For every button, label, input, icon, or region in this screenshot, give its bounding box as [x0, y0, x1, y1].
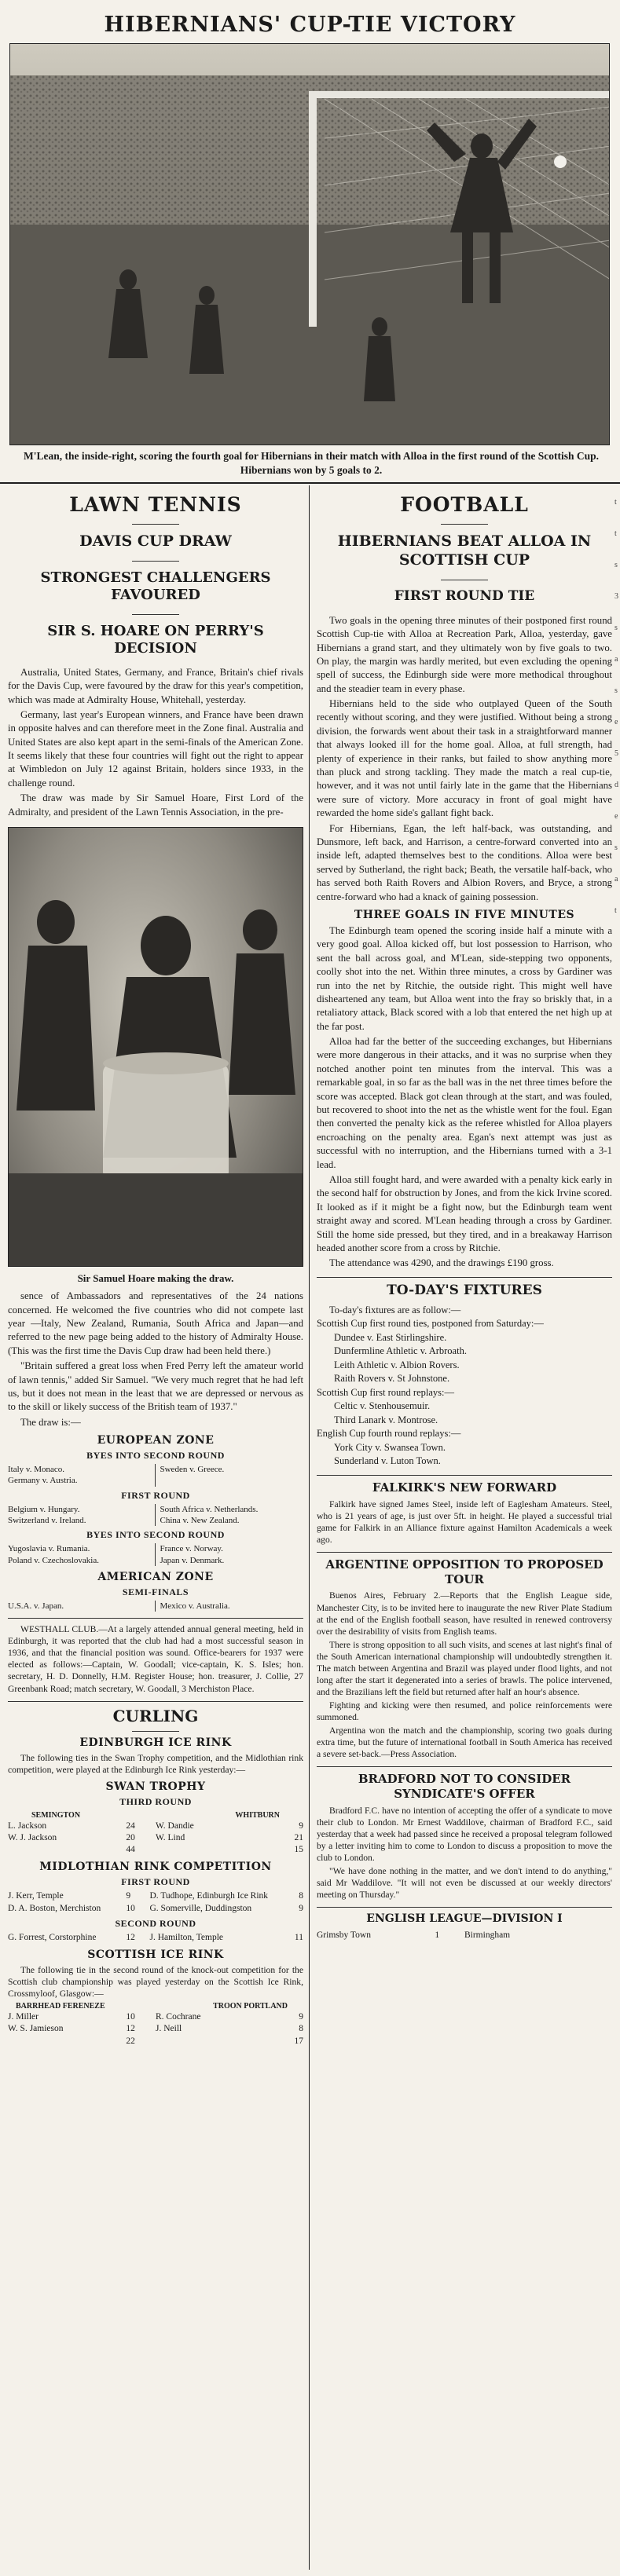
lawn-tennis-heading: LAWN TENNIS [69, 493, 242, 516]
edinburgh-ice-rink-heading: EDINBURGH ICE RINK [79, 1736, 232, 1749]
scottish-intro: The following tie in the second round of the knock-out competition for the Scottish club championship was played yesterday on the Scottish Ice Rink, Crossmyloof, Glasgow:— [8, 1964, 303, 2000]
three-goals-heading: THREE GOALS IN FIVE MINUTES [354, 908, 575, 921]
divider [317, 1766, 612, 1767]
midlothian-heading: MIDLOTHIAN RINK COMPETITION [39, 1861, 272, 1874]
divider [132, 524, 179, 525]
paragraph: Two goals in the opening three minutes of their postponed first round Scottish Cup-tie with Alloa at Recreation Park, Alloa, yesterday, gave Hibernians a grand start, and they ultimately won by five goals to two. On play, the margin was hardly merited, but even excluding the opening spell of success, the Edinburgh side were more methodical throughout and the steadier team in every phase. [317, 614, 612, 694]
club-name: BARRHEAD FERENEZE [16, 2002, 105, 2011]
falkirk-heading: FALKIRK'S NEW FORWARD [372, 1480, 557, 1495]
draw-entry: France v. Norway. [160, 1544, 223, 1554]
result-row: D. A. Boston, Merchiston 10 G. Somerville, Duddingston 9 [8, 1903, 303, 1913]
second-round-heading: SECOND ROUND [115, 1917, 196, 1929]
result-row: G. Forrest, Corstorphine 12 J. Hamilton, Temple 11 [8, 1932, 303, 1942]
column-divider [309, 485, 310, 2570]
divider [441, 524, 488, 525]
paragraph: Buenos Aires, February 2.—Reports that the English League side, Manchester City, is to be invited here to inaugurate the new River Plate Stadium at the end of the English football season, have resulted in renewed controversy over the desirability of visits from English teams. [317, 1590, 612, 1637]
paragraph: sence of Ambassadors and representatives of the 24 nations concerned. He welcomed the five countries who did not compete last year —Italy, New Zealand, Rumania, South Africa and Japan—and referred to the new page being added to the history of Admiralty House. (This was the first time the Davis Cup draw had been held there.) [8, 1290, 303, 1356]
draw-entry: Yugoslavia v. Rumania. [8, 1544, 90, 1554]
paragraph: The draw was made by Sir Samuel Hoare, First Lord of the Admiralty, and president of the Lawn Tennis Association, in the pre- [8, 792, 303, 818]
byes-heading: BYES INTO SECOND ROUND [86, 1529, 225, 1541]
result-row: Grimsby Town 1 Birmingham [317, 1930, 511, 1940]
paragraph: Australia, United States, Germany, and France, Britain's chief rivals for the Davis Cup, were favoured by the draw for this year's competition, which was made at Admiralty House, Whitehall, yesterday. [8, 666, 303, 705]
scottish-ice-rink-heading: SCOTTISH ICE RINK [87, 1948, 224, 1961]
argentine-heading: ARGENTINE OPPOSITION TO PROPOSED TOUR [325, 1557, 603, 1586]
paragraph: There is strong opposition to all such visits, and scenes at last night's final of the South American international championship will undoubtedly strengthen it. The match between Argentina and Brazil was played under flood lights, and not long after the start it degenerated into a series of brawls. The police intervened, and the Brazilians left the field but returned after half an hour's absence. [317, 1639, 612, 1697]
fixture: Sunderland v. Luton Town. [334, 1455, 441, 1467]
hibernians-heading: HIBERNIANS BEAT ALLOA IN SCOTTISH CUP [337, 532, 592, 569]
hoare-heading: SIR S. HOARE ON PERRY'S DECISION [47, 622, 264, 657]
fixtures-lead: Scottish Cup first round replays:— [317, 1386, 454, 1398]
photo-illustration [9, 828, 303, 1266]
divider [132, 1731, 179, 1732]
football-heading: FOOTBALL [400, 493, 529, 516]
paragraph: "Britain suffered a great loss when Fred Perry left the amateur world of lawn tennis," added Sir Samuel. "We very much regret that he had left us, but it does not mean in the least that we are depressed or nervous as to the skill or likely success of the British team of 1937." [8, 1360, 303, 1413]
third-round-heading: THIRD ROUND [119, 1795, 192, 1807]
paragraph: The draw is:— [20, 1416, 81, 1428]
semi-finals-heading: SEMI-FINALS [122, 1586, 189, 1597]
paragraph: Bradford F.C. have no intention of accepting the offer of a syndicate to move their club to London. Mr Ernest Waddilove, chairman of Bradford F.C., said yesterday that a week had passed since he received a proposal telegram followed by a letter inviting him to come to London to discuss a proposition to move the club to London. [317, 1805, 612, 1864]
scottish-results [8, 2011, 303, 2047]
draw-entry: Germany v. Austria. [8, 1476, 78, 1486]
first-round-heading: FIRST ROUND [121, 1876, 190, 1888]
draw-entry: Switzerland v. Ireland. [8, 1516, 86, 1525]
club-name: TROON PORTLAND [213, 2002, 288, 2011]
bradford-heading: BRADFORD NOT TO CONSIDER SYNDICATE'S OFFER [358, 1772, 571, 1802]
paragraph: Germany, last year's European winners, and France have been drawn in opposite halves and can therefore meet in the Zone final. Australia and United States are also kept apart in the semi-finals of the American Zone. It seems likely that these four countries will fight out the right to appear at Wimbledon on July 12 against Britain, holders since 1933, in the challenge round. [8, 708, 303, 789]
first-round-heading: FIRST ROUND [121, 1489, 190, 1501]
paragraph: Alloa had far the better of the succeeding exchanges, but Hibernians were more dangerous in their attacks, and it was no surprise when they notched another point ten minutes from the interval. This was a remarkable goal, in so far as the ball was in the net three times before the score was accepted. Black got clean through at the start, and was fouled, but recovered to shoot into the net as the whistle went for the foul. Egan then converted the penalty kick as the referee whistled for Alloa players encroaching on the penalty area. Egan's next attempt was just as successful with no interruption, and the Hibernians turned with a 3-1 lead. [317, 1036, 612, 1170]
ball [554, 156, 567, 168]
draw-entry: South Africa v. Netherlands. [160, 1504, 259, 1514]
swan-results [8, 1820, 303, 1857]
hoare-photo [8, 827, 303, 1267]
football-goal-photo [9, 43, 610, 445]
swan-trophy-heading: SWAN TROPHY [105, 1780, 206, 1793]
divider [317, 1552, 612, 1553]
curling-heading: CURLING [112, 1706, 199, 1725]
club-name: WHITBURN [235, 1810, 280, 1820]
byes-heading: BYES INTO SECOND ROUND [86, 1450, 225, 1462]
paragraph: Alloa still fought hard, and were awarded with a penalty kick early in the second half for obstruction by Jones, and from the kick Irvine scored. It looked as if it might be a fight now, but the Edinburgh team went straight away and scored. M'Lean heading through a cross by Gardiner. Still the home side pressed, but they tired, and in a breakaway Harrison headed another score from a cross by Ritchie. [317, 1173, 612, 1253]
challengers-heading: STRONGEST CHALLENGERS FAVOURED [40, 569, 271, 604]
main-headline: HIBERNIANS' CUP-TIE VICTORY [104, 13, 516, 37]
result-row: L. Jackson 24 W. Dandie 9 [8, 1820, 303, 1831]
fixture: Raith Rovers v. St Johnstone. [334, 1373, 450, 1385]
result-row: W. S. Jamieson 12 J. Neill 8 [8, 2024, 303, 2034]
club-names-row [8, 2001, 303, 2011]
draw-entry: Poland v. Czechoslovakia. [8, 1555, 99, 1565]
fixture: York City v. Swansea Town. [334, 1441, 446, 1453]
divider [132, 561, 179, 562]
fixture: Leith Athletic v. Albion Rovers. [334, 1359, 460, 1370]
divider [317, 1475, 612, 1476]
american-zone-heading: AMERICAN ZONE [97, 1570, 214, 1583]
fixture: Third Lanark v. Montrose. [334, 1414, 438, 1425]
draw-table [8, 1543, 303, 1566]
club-names-row [8, 1810, 303, 1820]
midlothian-results [8, 1890, 303, 1914]
davis-cup-heading: DAVIS CUP DRAW [79, 532, 232, 550]
divider [317, 1277, 612, 1278]
hoare-caption: Sir Samuel Hoare making the draw. [77, 1272, 234, 1285]
draw-table [8, 1504, 303, 1527]
result-row: J. Kerr, Temple 9 D. Tudhope, Edinburgh Ice Rink 8 [8, 1891, 303, 1901]
fixtures-lead: English Cup fourth round replays:— [317, 1428, 461, 1440]
club-name: SEMINGTON [31, 1810, 81, 1820]
draw-entry: China v. New Zealand. [160, 1516, 240, 1525]
divider [132, 614, 179, 615]
draw-entry: Mexico v. Australia. [160, 1601, 230, 1611]
left-column [8, 490, 303, 2047]
fixture: Dundee v. East Stirlingshire. [334, 1331, 447, 1343]
fixture: Celtic v. Stenhousemuir. [334, 1400, 431, 1412]
margin-edge-text: t t s 3 s a s e 5 d e s a t [614, 498, 618, 915]
draw-entry: Sweden v. Greece. [160, 1465, 225, 1475]
draw-table [8, 1601, 303, 1612]
curling-intro: The following ties in the Swan Trophy competition, and the Midlothian rink competition, were played at the Edinburgh Ice Rink yesterday:— [8, 1752, 303, 1775]
fixture: Dunfermline Athletic v. Arbroath. [334, 1345, 467, 1357]
paragraph: For Hibernians, Egan, the left half-back, was outstanding, and Dunsmore, left back, and Harrison, a centre-forward converted into an inside left, adapted themselves best to the conditions. Alloa were best served by Sutherland, the right back; Beath, the versatile half-back, who has served both Raith Rovers and Albion Rovers, and Bryce, a strong centre-forward who had a knack of gaining possession. [317, 822, 612, 902]
draw-entry: Japan v. Denmark. [160, 1555, 225, 1565]
first-round-tie-heading: FIRST ROUND TIE [394, 587, 535, 604]
draw-entry: U.S.A. v. Japan. [8, 1601, 64, 1611]
fixtures-intro: To-day's fixtures are as follow:— [329, 1304, 461, 1315]
paragraph: Argentina won the match and the championship, scoring two goals during extra time, but the future of international football in South America has received a severe set-back.—Press Association. [317, 1725, 612, 1760]
right-column [317, 490, 612, 1941]
draw-entry: Italy v. Monaco. [8, 1465, 64, 1475]
draw-table [8, 1464, 303, 1487]
paragraph: Fighting and kicking were then resumed, and police reinforcements were summoned. [317, 1700, 612, 1723]
falkirk-text: Falkirk have signed James Steel, inside left of Eaglesham Amateurs. Steel, who is 21 years of age, is just over 5ft. in height. He played a successful trial game for Falkirk in an Alliance fixture against Hamilton Academicals a week ago. [317, 1498, 612, 1545]
top-caption: M'Lean, the inside-right, scoring the fourth goal for Hibernians in their match with Alloa in the first round of the Scottish Cup. Hibernians won by 5 goals to 2. [23, 450, 600, 476]
draw-entry: Belgium v. Hungary. [8, 1504, 80, 1514]
english-league-heading: ENGLISH LEAGUE—DIVISION I [366, 1912, 563, 1926]
todays-fixtures-heading: TO-DAY'S FIXTURES [387, 1282, 542, 1298]
european-zone-heading: EUROPEAN ZONE [97, 1434, 215, 1447]
paragraph: "We have done nothing in the matter, and we don't intend to do anything," said Mr Waddilove. "It will not even be discussed at our weekly directors' meeting on Thursday." [317, 1866, 612, 1901]
divider [8, 1701, 303, 1702]
paragraph: The Edinburgh team opened the scoring inside half a minute with a very good goal. Alloa kicked off, but lost possession to Harrison, who sent the ball across goal, and M'Lean, side-stepping two opponents, coolly shot into the net. Within three minutes, a cross by Gardiner was run into the net by Ritchie, the outside right. This might well have disheartened any team, but Alloa went into the fray so briskly that, in a retaliatory attack, Black scored with a lob that entered the net high up at the far post. [317, 924, 612, 1032]
photo-illustration [10, 44, 610, 445]
divider [317, 1907, 612, 1908]
section-rule [0, 482, 620, 484]
result-total: 22 17 [126, 2036, 303, 2046]
result-row: W. J. Jackson 20 W. Lind 21 [8, 1833, 303, 1843]
result-total: 44 15 [126, 1845, 303, 1855]
paragraph: Hibernians held to the side who outplayed Queen of the South recently without scoring, and they were justified. Without being a strong division, the forwards went about their task in a straightforward manner that always looked ill for the home goal. Alloa, at full strength, had plenty of experience in their ranks, but failed to show anything more than pluck and strong tackling. They made the match a real cup-tie, however, and it was not until fairly late in the game that the Hibernians were sure of victory. More accuracy in front of goal might have rewarded the home side's gallant fight back. [317, 698, 612, 819]
divider [8, 1618, 303, 1619]
paragraph: The attendance was 4290, and the drawings £190 gross. [329, 1257, 554, 1269]
result-row: J. Miller 10 R. Cochrane 9 [8, 2012, 303, 2022]
fixtures-lead: Scottish Cup first round ties, postponed from Saturday:— [317, 1318, 544, 1330]
westhall-notice: WESTHALL CLUB.—At a largely attended annual general meeting, held in Edinburgh, it was reported that the club had had a most successful season in 1936, and that the financial position was sound. Office-bearers for 1937 were elected as follows:—Captain, W. Goodall; vice-captain, K. S. Isles; hon. secretary, H. D. Donnelly, H.M. Register House; hon. treasurer, J. Collie, 27 Greenbank Road; match secretary, W. Goodall, 3 Merchiston Place. [8, 1624, 303, 1694]
